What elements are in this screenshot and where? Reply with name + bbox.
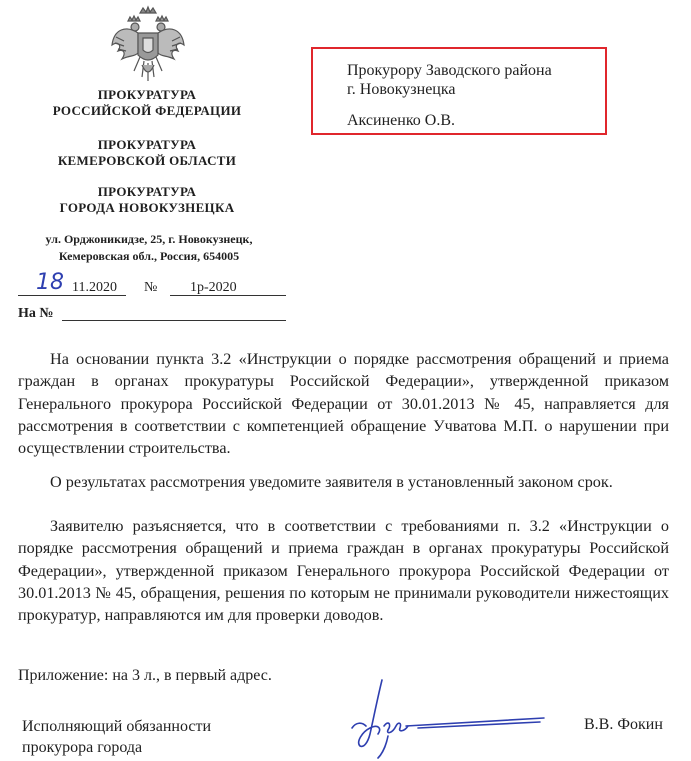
signatory-title-line-1: Исполняющий обязанности [22,718,212,735]
number-label: № [144,280,158,295]
body-paragraph-1: На основании пункта 3.2 «Инструкции о порядке рассмотрения обращений и приема граждан в органах прокуратуры Российской Федерации», утвержденной приказом Генерального прокурора Российской Федерации от 30.01.2013 № 45, направляется для рассмотрения в соответствии с компетенцией обращение Учватова М.П. о нарушении при осуществлении строительства. [18,350,669,458]
body-paragraph-3: Заявителю разъясняется, что в соответствии с требованиями п. 3.2 «Инструкции о порядке рассмотрения обращений и приема граждан в органах прокуратуры Российской Федерации», утвержденной приказом Генерального прокурора Российской Федерации от 30.01.2013 № 45, обращения, решения по которым не принимали руководители нижестоящих прокуратур, направляются им для проверки доводов. [18,517,669,625]
org-name-line: КЕМЕРОВСКОЙ ОБЛАСТИ [57,153,237,168]
org-name-line: ПРОКУРАТУРА [97,184,197,199]
addressee-name: Аксиненко О.В. [347,112,456,129]
coat-of-arms-icon [108,5,188,83]
address-line-1: ул. Орджоникидзе, 25, г. Новокузнецк, [45,232,253,246]
handwritten-day: 18 [36,270,64,295]
org-name-line: РОССИЙСКОЙ ФЕДЕРАЦИИ [52,103,242,118]
org-name-line: ПРОКУРАТУРА [97,137,197,152]
org-name-region [52,137,242,169]
org-name-line: ГОРОДА НОВОКУЗНЕЦКА [59,200,235,215]
body-paragraph-2: О результатах рассмотрения уведомите заявителя в установленный законом срок. [50,473,613,491]
registration-date: 11.2020 [72,280,117,295]
org-name-federation [52,87,242,119]
org-name-city [52,184,242,216]
registration-number: 1р-2020 [190,280,237,295]
signatory-title-line-2: прокурора города [22,739,143,756]
addressee-line-1: Прокурору Заводского района [347,62,552,79]
signatory-name: В.В. Фокин [584,716,663,733]
reply-to-underline [62,320,286,321]
addressee-block [311,47,607,135]
reply-to-label: На № [18,306,54,321]
address-line-2: Кемеровская обл., Россия, 654005 [58,249,240,263]
signature-icon [348,676,548,761]
attachment-note: Приложение: на 3 л., в первый адрес. [18,667,272,684]
org-address [18,231,280,265]
addressee-line-2: г. Новокузнецка [347,81,456,98]
org-name-line: ПРОКУРАТУРА [97,87,197,102]
